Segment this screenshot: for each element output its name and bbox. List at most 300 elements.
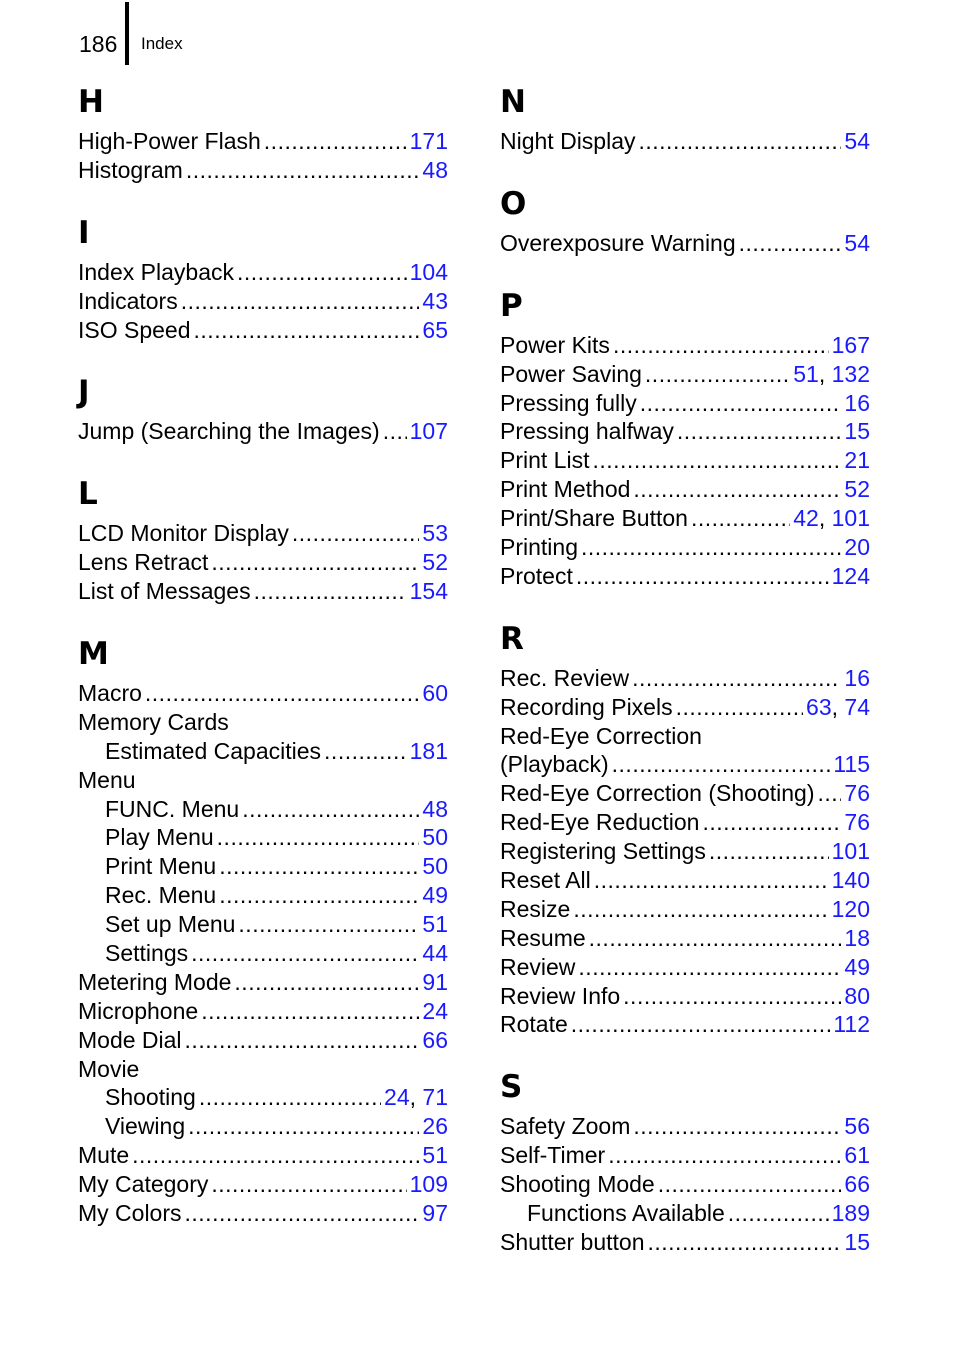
index-term: Pressing halfway <box>500 418 674 445</box>
dot-leader <box>191 940 419 967</box>
dot-leader <box>589 925 842 952</box>
dot-leader <box>817 780 841 807</box>
page-references <box>844 418 870 445</box>
index-term: FUNC. Menu <box>105 795 240 822</box>
dot-leader <box>739 230 842 257</box>
page-references <box>832 867 870 894</box>
page-references <box>384 1084 448 1111</box>
dot-leader <box>639 128 842 155</box>
index-entry <box>78 998 448 1027</box>
index-entry <box>500 809 870 838</box>
index-term: Overexposure Warning <box>500 229 736 256</box>
index-term: Mode Dial <box>78 1026 182 1053</box>
index-entry <box>78 969 448 998</box>
page-references <box>422 549 448 576</box>
page-link[interactable]: 66 <box>844 1171 870 1198</box>
dot-leader <box>217 824 420 851</box>
index-letter-heading: O <box>500 185 527 222</box>
index-entry <box>78 680 448 709</box>
dot-leader <box>633 1113 841 1140</box>
index-entry <box>78 418 448 447</box>
page-link[interactable]: 44 <box>422 940 448 967</box>
page-references <box>422 1142 448 1169</box>
dot-leader <box>592 447 841 474</box>
dot-leader <box>186 157 420 184</box>
index-entry <box>500 694 870 723</box>
page-references <box>422 940 448 967</box>
index-letter-heading: S <box>500 1069 523 1106</box>
page-link[interactable]: 20 <box>844 534 870 561</box>
index-entry <box>500 1229 870 1258</box>
index-entry <box>78 767 448 796</box>
index-entry-list <box>78 259 448 346</box>
dot-leader <box>237 259 407 286</box>
page-references <box>844 390 870 417</box>
dot-leader <box>581 534 841 561</box>
index-entry <box>500 896 870 925</box>
index-term: Estimated Capacities <box>105 737 322 764</box>
dot-leader <box>234 969 419 996</box>
page-link[interactable]: 51 <box>422 1142 448 1169</box>
index-subentry <box>78 824 448 853</box>
page-link[interactable]: 18 <box>844 924 870 951</box>
page-link[interactable]: 80 <box>844 982 870 1009</box>
page-references <box>844 1113 870 1140</box>
index-entry <box>500 128 870 157</box>
page-link[interactable]: 52 <box>844 476 870 503</box>
index-term: Histogram <box>78 156 183 183</box>
dot-leader <box>211 1171 406 1198</box>
page-references <box>844 1142 870 1169</box>
index-term: Shooting Mode <box>500 1171 655 1198</box>
dot-leader <box>578 954 841 981</box>
page-link[interactable]: 49 <box>844 953 870 980</box>
page-link[interactable]: 60 <box>422 680 448 707</box>
index-term: Indicators <box>78 287 178 314</box>
index-subentry <box>78 911 448 940</box>
index-term: Resume <box>500 924 586 951</box>
page-references <box>422 1027 448 1054</box>
index-letter-heading: H <box>78 84 104 120</box>
index-term: (Playback) <box>500 751 609 778</box>
page-references <box>832 332 870 359</box>
dot-leader <box>702 809 841 836</box>
index-term: Rec. Menu <box>105 882 217 909</box>
dot-leader <box>199 1084 381 1111</box>
dot-leader <box>194 317 420 344</box>
page-link[interactable]: 124 <box>831 562 870 589</box>
page-references <box>422 157 448 184</box>
index-letter-heading: R <box>500 620 524 657</box>
page-references <box>410 259 448 286</box>
index-subentry <box>78 940 448 969</box>
dot-leader <box>181 288 420 315</box>
index-entry <box>78 288 448 317</box>
page-link[interactable]: 107 <box>409 418 448 445</box>
index-letter-heading: I <box>78 214 90 251</box>
page-references <box>422 317 448 344</box>
page-references <box>844 1229 870 1256</box>
index-term: Print/Share Button <box>500 505 688 532</box>
index-entry <box>500 476 870 505</box>
index-entry-list <box>500 665 870 1041</box>
index-subentry <box>78 853 448 882</box>
page-references <box>844 447 870 474</box>
index-term: Rec. Review <box>500 664 630 691</box>
page-references <box>844 476 870 503</box>
index-term: Rotate <box>500 1011 568 1038</box>
index-term: Safety Zoom <box>500 1113 631 1140</box>
index-term: Self-Timer <box>500 1142 606 1169</box>
page-link[interactable]: 101 <box>831 505 870 532</box>
page-number: 186 <box>79 31 118 57</box>
index-entry <box>500 505 870 534</box>
page-link[interactable]: 154 <box>409 578 448 605</box>
index-term: Play Menu <box>105 824 214 851</box>
index-entry <box>500 983 870 1012</box>
page-references <box>844 780 870 807</box>
index-term: Pressing fully <box>500 389 637 416</box>
page-references <box>422 911 448 938</box>
page-link[interactable]: 181 <box>409 737 448 764</box>
index-term: My Category <box>78 1171 209 1198</box>
index-term: Mute <box>78 1142 130 1169</box>
index-term: Resize <box>500 895 571 922</box>
index-entry <box>500 780 870 809</box>
page-link[interactable]: 21 <box>844 447 870 474</box>
index-entry <box>500 1171 870 1200</box>
page-link[interactable]: 26 <box>422 1113 448 1140</box>
index-entry <box>78 157 448 186</box>
page-link[interactable]: 115 <box>833 751 870 778</box>
dot-leader <box>608 1142 841 1169</box>
index-subentry <box>78 1084 448 1113</box>
page-link[interactable]: 50 <box>422 824 448 851</box>
index-entry <box>78 1142 448 1171</box>
index-entry <box>500 838 870 867</box>
index-entry <box>78 520 448 549</box>
index-term: Macro <box>78 680 142 707</box>
index-term: Metering Mode <box>78 968 232 995</box>
dot-leader <box>383 418 407 445</box>
index-letter-heading: L <box>78 476 98 513</box>
index-term: High-Power Flash <box>78 128 261 154</box>
dot-leader <box>640 390 842 417</box>
index-term: Memory Cards <box>78 708 229 735</box>
index-entry <box>500 665 870 694</box>
index-entry <box>500 1011 870 1040</box>
page-link[interactable]: 74 <box>844 693 870 720</box>
page-link[interactable]: 66 <box>422 1026 448 1053</box>
index-term: Review Info <box>500 982 621 1009</box>
index-entry <box>500 1142 870 1171</box>
page-references <box>844 809 870 836</box>
page-references <box>410 1171 448 1198</box>
dot-leader <box>219 882 419 909</box>
index-term: Print Menu <box>105 853 217 880</box>
index-letter-heading: P <box>500 287 523 324</box>
index-entry <box>500 867 870 896</box>
page-link[interactable]: 50 <box>422 853 448 880</box>
page-link[interactable]: 101 <box>831 838 870 865</box>
page-link[interactable]: 48 <box>422 156 448 183</box>
index-entry-list <box>78 520 448 607</box>
page-link[interactable]: 112 <box>833 1011 870 1038</box>
index-term: Shutter button <box>500 1228 645 1255</box>
index-term: Review <box>500 953 576 980</box>
index-subentry <box>500 1200 870 1229</box>
index-term: Red-Eye Reduction <box>500 809 700 836</box>
page-references <box>793 505 870 532</box>
dot-leader <box>201 998 419 1025</box>
page-references <box>844 534 870 561</box>
page-link[interactable]: 53 <box>422 520 448 547</box>
dot-leader <box>623 983 841 1010</box>
dot-leader <box>219 853 419 880</box>
page-link[interactable]: 91 <box>422 968 448 995</box>
page-link[interactable]: 171 <box>409 128 448 154</box>
page-references <box>832 563 870 590</box>
index-letter-heading: N <box>500 84 526 120</box>
page-references <box>844 1171 870 1198</box>
page-references <box>833 1011 870 1038</box>
index-entry <box>500 751 870 780</box>
index-term: Settings <box>105 940 189 967</box>
index-entry <box>78 578 448 607</box>
index-term: Menu <box>78 766 136 793</box>
page-link[interactable]: 167 <box>831 331 870 358</box>
page-link[interactable]: 16 <box>844 664 870 691</box>
dot-leader <box>612 751 831 778</box>
page-link[interactable]: 49 <box>422 882 448 909</box>
dot-leader <box>633 476 841 503</box>
index-term: Index Playback <box>78 258 234 285</box>
index-term: My Colors <box>78 1200 182 1227</box>
index-subentry <box>78 1113 448 1142</box>
page-references <box>422 288 448 315</box>
index-letter-heading: M <box>78 636 109 673</box>
index-entry <box>78 549 448 578</box>
page-separator: , <box>818 505 832 532</box>
page-separator: , <box>831 693 845 720</box>
index-term: Power Kits <box>500 331 610 358</box>
page-references <box>422 998 448 1025</box>
dot-leader <box>211 549 419 576</box>
page-link[interactable]: 76 <box>844 780 870 807</box>
index-term: Reset All <box>500 867 591 894</box>
page-references <box>832 838 870 865</box>
index-term: LCD Monitor Display <box>78 520 289 547</box>
index-term: Functions Available <box>527 1200 725 1227</box>
index-entry-list <box>78 128 448 186</box>
index-entry <box>78 1171 448 1200</box>
page-references <box>422 853 448 880</box>
dot-leader <box>576 563 829 590</box>
page-references <box>844 925 870 952</box>
page-link[interactable]: 15 <box>844 1228 870 1255</box>
page-references <box>410 578 448 605</box>
page-link[interactable]: 71 <box>422 1084 448 1111</box>
page-link[interactable]: 140 <box>831 867 870 894</box>
index-entry-list <box>500 128 870 157</box>
dot-leader <box>238 911 419 938</box>
page-references <box>410 418 448 445</box>
index-term: Print Method <box>500 476 631 503</box>
dot-leader <box>145 680 420 707</box>
page-link[interactable]: 54 <box>844 128 870 154</box>
page-references <box>410 128 448 155</box>
page-link[interactable]: 48 <box>422 795 448 822</box>
dot-leader <box>676 694 803 721</box>
index-term: Red-Eye Correction (Shooting) <box>500 780 815 807</box>
dot-leader <box>658 1171 842 1198</box>
dot-leader <box>691 505 790 532</box>
index-entry <box>500 954 870 983</box>
page-references <box>793 361 870 388</box>
dot-leader <box>571 1011 831 1038</box>
index-entry <box>500 563 870 592</box>
index-column-left <box>78 82 448 1256</box>
page-references <box>410 738 448 765</box>
page-references <box>422 1200 448 1227</box>
page-references <box>833 751 870 778</box>
dot-leader <box>264 128 407 155</box>
page-link[interactable]: 43 <box>422 287 448 314</box>
index-entry-list <box>500 332 870 592</box>
page-link[interactable]: 16 <box>844 389 870 416</box>
page-link[interactable]: 42 <box>793 505 819 532</box>
page-link[interactable]: 51 <box>793 360 819 387</box>
index-entry <box>500 534 870 563</box>
index-term: Night Display <box>500 128 636 154</box>
dot-leader <box>709 838 829 865</box>
index-subentry <box>78 796 448 825</box>
dot-leader <box>188 1113 419 1140</box>
index-term: Shooting <box>105 1084 196 1111</box>
index-entry <box>78 317 448 346</box>
page-link[interactable]: 61 <box>844 1142 870 1169</box>
index-entry <box>500 925 870 954</box>
index-term: ISO Speed <box>78 316 191 343</box>
page-references <box>422 1113 448 1140</box>
page-link[interactable]: 24 <box>384 1084 410 1111</box>
index-entry <box>500 723 870 752</box>
header-divider <box>125 2 129 65</box>
index-subentry <box>78 738 448 767</box>
page-separator: , <box>409 1084 423 1111</box>
index-term: List of Messages <box>78 578 251 605</box>
dot-leader <box>324 738 407 765</box>
dot-leader <box>677 418 842 445</box>
page-references <box>832 896 870 923</box>
index-term: Recording Pixels <box>500 693 673 720</box>
page-references <box>422 520 448 547</box>
page-link[interactable]: 109 <box>409 1171 448 1198</box>
page-references <box>844 665 870 692</box>
dot-leader <box>292 520 420 547</box>
page-link[interactable]: 15 <box>844 418 870 445</box>
index-term: Microphone <box>78 997 199 1024</box>
page-references <box>422 796 448 823</box>
dot-leader <box>645 361 790 388</box>
index-term: Printing <box>500 534 578 561</box>
page-references <box>422 824 448 851</box>
index-entry <box>500 418 870 447</box>
index-term: Viewing <box>105 1113 186 1140</box>
page-link[interactable]: 104 <box>409 258 448 285</box>
page-references <box>844 128 870 155</box>
index-entry <box>500 230 870 259</box>
dot-leader <box>613 332 829 359</box>
page-link[interactable]: 51 <box>422 911 448 938</box>
page-link[interactable]: 65 <box>422 316 448 343</box>
dot-leader <box>254 578 407 605</box>
page-references <box>422 680 448 707</box>
dot-leader <box>573 896 828 923</box>
page-references <box>422 882 448 909</box>
index-term: Jump (Searching the Images) <box>78 418 380 445</box>
index-term: Red-Eye Correction <box>500 722 702 749</box>
index-column-right <box>500 82 870 1285</box>
index-entry <box>500 332 870 361</box>
page-separator: , <box>818 360 832 387</box>
dot-leader <box>594 867 829 894</box>
page-link[interactable]: 52 <box>422 549 448 576</box>
index-term: Movie <box>78 1055 140 1082</box>
index-entry-list <box>500 1113 870 1257</box>
dot-leader <box>728 1200 829 1227</box>
dot-leader <box>242 796 419 823</box>
page-link[interactable]: 63 <box>806 693 832 720</box>
page-references <box>806 694 870 721</box>
dot-leader <box>648 1229 842 1256</box>
index-entry-list <box>78 680 448 1229</box>
index-term: Set up Menu <box>105 911 236 938</box>
page-references <box>844 230 870 257</box>
index-subentry <box>78 882 448 911</box>
index-entry <box>500 361 870 390</box>
index-term: Registering Settings <box>500 838 706 865</box>
index-term: Power Saving <box>500 360 642 387</box>
page-references <box>844 954 870 981</box>
page-link[interactable]: 120 <box>831 895 870 922</box>
index-term: Lens Retract <box>78 549 209 576</box>
page-references <box>422 969 448 996</box>
dot-leader <box>132 1142 419 1169</box>
index-entry <box>78 709 448 738</box>
dot-leader <box>632 665 841 692</box>
dot-leader <box>185 1027 420 1054</box>
page-link[interactable]: 132 <box>831 360 870 387</box>
index-entry <box>78 1200 448 1229</box>
dot-leader <box>185 1200 420 1227</box>
index-letter-heading: J <box>78 374 90 411</box>
page-link[interactable]: 56 <box>844 1113 870 1140</box>
index-entry <box>78 128 448 157</box>
page-link[interactable]: 76 <box>844 809 870 836</box>
index-term: Protect <box>500 562 573 589</box>
index-entry <box>78 259 448 288</box>
page-link[interactable]: 189 <box>831 1200 870 1227</box>
section-label: Index <box>141 34 183 53</box>
index-entry <box>78 1027 448 1056</box>
index-entry <box>500 447 870 476</box>
index-entry <box>500 1113 870 1142</box>
index-entry <box>500 390 870 419</box>
page-link[interactable]: 24 <box>422 997 448 1024</box>
page-link[interactable]: 97 <box>422 1200 448 1227</box>
page-link[interactable]: 54 <box>844 229 870 256</box>
